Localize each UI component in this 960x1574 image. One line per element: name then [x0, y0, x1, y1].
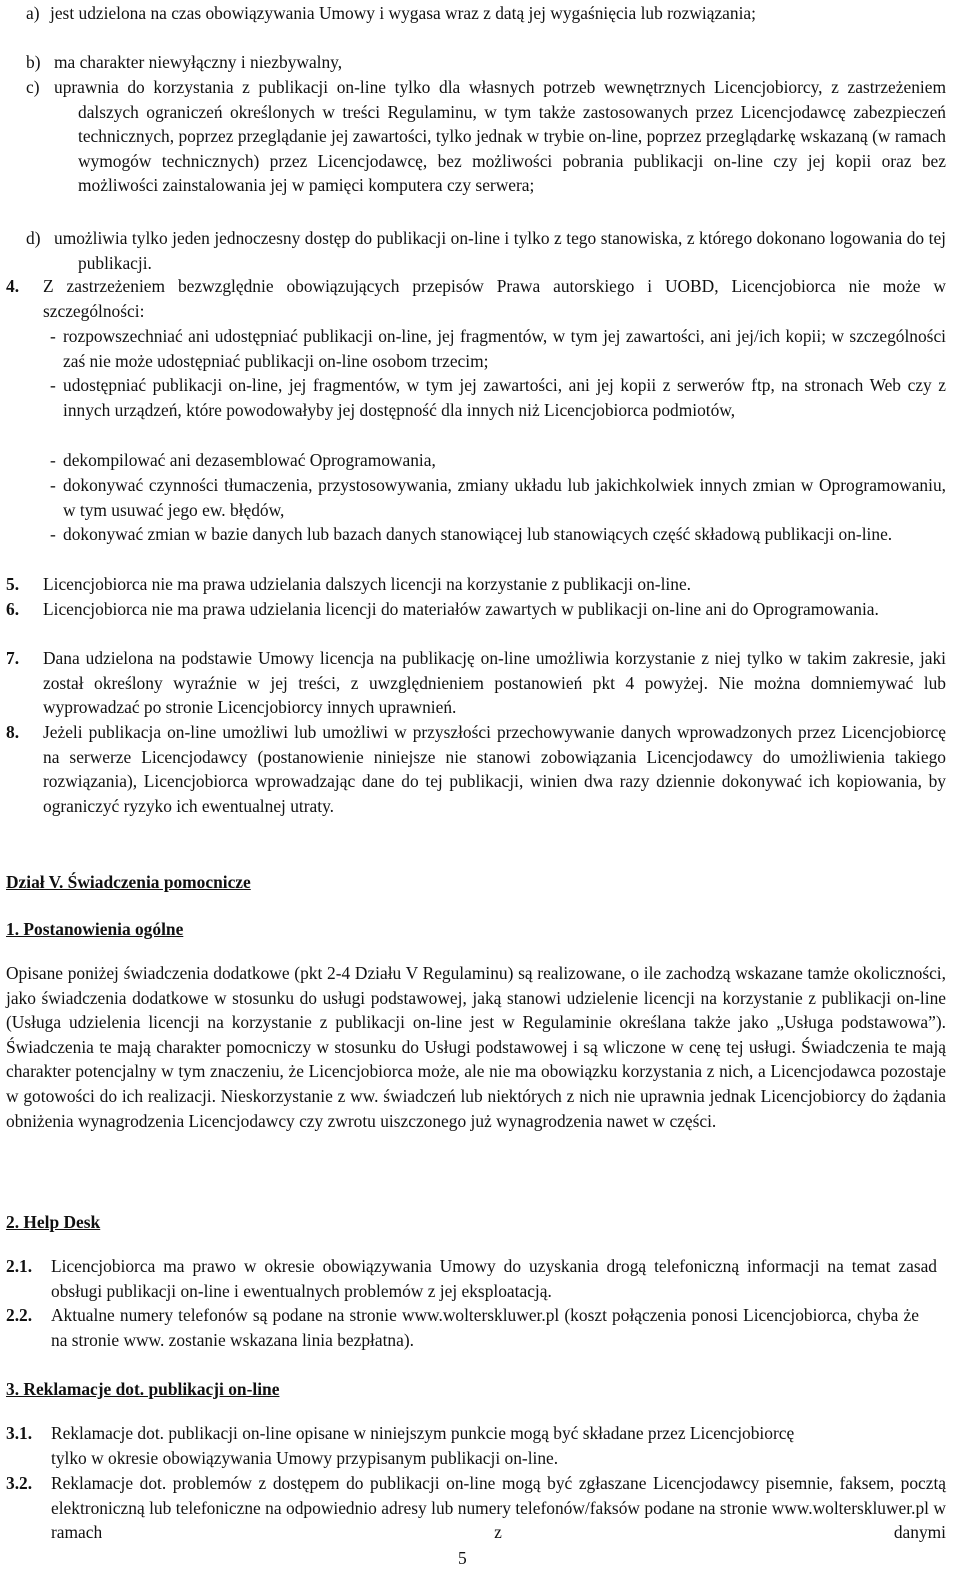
list-item-label: c) [26, 77, 40, 97]
item-text: Aktualne numery telefonów są podane na stronie www.wolterskluwer.pl (koszt połączenia ponosi Licencjobiorca, chyba że na stronie www. zostanie wskazana linia bezpłatna). [51, 1305, 919, 1350]
item-number: 2.2. [6, 1305, 33, 1325]
dash-text: dekompilować ani dezasemblować Oprogramowania, [63, 450, 436, 470]
list-item-label: b) [26, 52, 41, 72]
list-item-text: umożliwia tylko jeden jednoczesny dostęp do publikacji on-line i tylko z tego stanowiska, z którego dokonano logowania do tej publikacji. [54, 228, 946, 273]
point-number: 7. [6, 648, 20, 668]
item-number: 3.2. [6, 1473, 33, 1493]
point-text: Jeżeli publikacja on-line umożliwi lub umożliwi w przyszłości przechowywanie danych wprowadzonych przez Licencjobiorcę na serwerze Licencjodawcy (postanowienie niniejsze nie stanowi zobowiązania Licencjodawcy do umożliwienia takiego rozwiązania), Licencjobiorca wprowadzając dane do tej publikacji, winien dwa razy dziennie dokonywać ich kopiowania, by ograniczyć ryzyko ich ewentualnej utraty. [43, 722, 946, 816]
point-text: Licencjobiorca nie ma prawa udzielania licencji do materiałów zawartych w publikacji on-line ani do Oprogramowania. [43, 599, 879, 619]
subsection-heading-2: 2. Help Desk [6, 1212, 101, 1232]
subsection-heading-1: 1. Postanowienia ogólne [6, 919, 184, 939]
item-text: Licencjobiorca ma prawo w okresie obowiązywania Umowy do uzyskania drogą telefoniczną informacji na temat zasad obsługi publikacji on-line i ewentualnych problemów z jej eksploatacją. [51, 1256, 937, 1301]
dash-marker: - [50, 375, 56, 395]
dash-text: dokonywać zmian w bazie danych lub bazach danych stanowiącej lub stanowiących część składową publikacji on-line. [63, 524, 893, 544]
dash-marker: - [50, 475, 56, 495]
dash-marker: - [50, 524, 56, 544]
point-number: 6. [6, 599, 20, 619]
dash-marker: - [50, 326, 56, 346]
dash-text: rozpowszechniać ani udostępniać publikacji on-line, jej fragmentów, w tym jej zawartości, ani jej/ich kopii; w szczególności zaś nie może udostępniać publikacji on-line osobom trzecim; [63, 326, 946, 371]
dash-marker: - [50, 450, 56, 470]
list-item-text: jest udzielona na czas obowiązywania Umowy i wygasa wraz z datą jej wygaśnięcia lub rozwiązania; [50, 3, 756, 23]
subsection-heading-3: 3. Reklamacje dot. publikacji on-line [6, 1379, 280, 1399]
item-text: Reklamacje dot. publikacji on-line opisane w niniejszym punkcie mogą być składane przez Licencjobiorcę tylko w okresie obowiązywania Umowy przypisanym publikacji on-line. [51, 1423, 795, 1468]
point-text: Dana udzielona na podstawie Umowy licencja na publikację on-line umożliwia korzystanie z niej tylko w takim zakresie, jaki został określony wyraźnie w jej treści, z uwzględnieniem postanowień pkt 4 powyżej. Nie można domniemywać lub wyprowadzać po stronie Licencjobiorcy innych uprawnień. [43, 648, 946, 718]
point-intro: Z zastrzeżeniem bezwzględnie obowiązujących przepisów Prawa autorskiego i UOBD, Licencjobiorca nie może w szczególności: [43, 276, 946, 321]
item-number: 2.1. [6, 1256, 33, 1276]
point-text: Licencjobiorca nie ma prawa udzielania dalszych licencji na korzystanie z publikacji on-line. [43, 574, 692, 594]
list-item-label: a) [26, 3, 40, 23]
list-item-label: d) [26, 228, 41, 248]
dash-text: udostępniać publikacji on-line, jej fragmentów, w tym jej zawartości, ani jej kopii z serwerów ftp, na stronach Web czy z innych urządzeń, które powodowałyby jej dostępność dla innych niż Licencjobiorca podmiotów, [63, 375, 946, 420]
point-number: 8. [6, 722, 20, 742]
item-number: 3.1. [6, 1423, 33, 1443]
point-number: 5. [6, 574, 20, 594]
section-title: Dział V. Świadczenia pomocnicze [6, 872, 251, 892]
item-text: Reklamacje dot. problemów z dostępem do publikacji on-line mogą być zgłaszane Licencjodawcy pisemnie, faksem, pocztą elektroniczną lub telefoniczne na odpowiednio adresy lub numery telefonów/faksów podane na stronie www.wolterskluwer.pl w ramach z danymi [51, 1473, 946, 1543]
dash-text: dokonywać czynności tłumaczenia, przystosowywania, zmiany układu lub jakichkolwiek innych zmian w Oprogramowaniu, w tym usuwać jego ew. błędów, [63, 475, 946, 520]
list-item-text: uprawnia do korzystania z publikacji on-line tylko dla własnych potrzeb wewnętrznych Licencjobiorcy, z zastrzeżeniem dalszych ograniczeń określonych w treści Regulaminu, w tym także zastosowanych przez Licencjodawcę zabezpieczeń technicznych, poprzez przeglądanie jej zawartości, tylko jednak w trybie on-line, poprzez przeglądarkę wskazaną (w ramach wymogów technicznych) przez Licencjodawcę, bez możliwości pobrania publikacji on-line czy jej kopii oraz bez możliwości zainstalowania jej w pamięci komputera czy serwera; [54, 77, 946, 196]
subsection-1-paragraph: Opisane poniżej świadczenia dodatkowe (pkt 2-4 Działu V Regulaminu) są realizowane, o ile zachodzą wskazane tamże okoliczności, jako świadczenia dodatkowe w stosunku do usługi podstawowej, jaką stanowi udzielenie licencji na korzystanie z publikacji on-line (Usługa udzielenia licencji na korzystanie z publikacji on-line jest w Regulaminie określana także jako „Usługa podstawowa”). Świadczenia te mają charakter pomocniczy w stosunku do Usługi podstawowej i są wliczone w cenę tej usługi. Świadczenia te mają charakter potencjalny w tym znaczeniu, że Licencjobiorca może, ale nie ma obowiązku korzystania z nich, a Licencjodawca pozostaje w gotowości do ich realizacji. Nieskorzystanie z ww. świadczeń lub niektórych z nich nie uprawnia jednak Licencjobiorcy do żądania obniżenia wynagrodzenia Licencjodawcy czy zwrotu uiszczonego już wynagrodzenia nawet w części. [6, 963, 946, 1131]
page-number: 5 [458, 1548, 467, 1568]
list-item-text: ma charakter niewyłączny i niezbywalny, [54, 52, 343, 72]
point-number: 4. [6, 276, 20, 296]
